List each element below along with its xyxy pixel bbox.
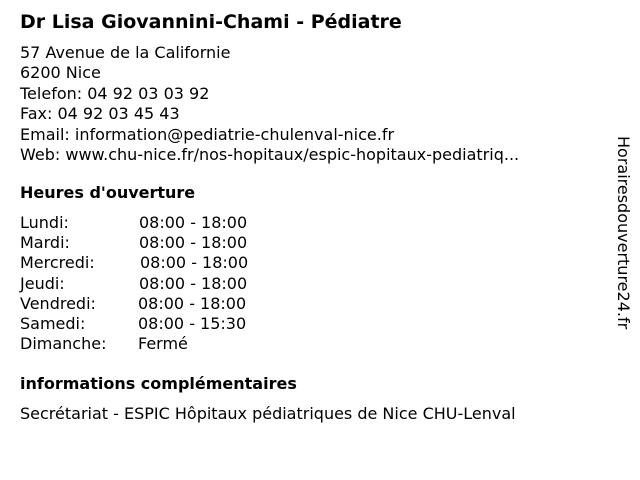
time-value: 08:00 - 15:30 (138, 313, 247, 333)
page-title: Dr Lisa Giovannini-Chami - Pédiatre (20, 11, 402, 33)
hours-row-wednesday (20, 253, 248, 273)
time-value: 08:00 - 18:00 (140, 253, 249, 273)
street-address: 57 Avenue de la Californie (20, 43, 231, 62)
hours-row-friday (20, 294, 248, 314)
fax-number: Fax: 04 92 03 45 43 (20, 104, 180, 124)
info-heading: informations complémentaires (20, 374, 297, 393)
hours-heading: Heures d'ouverture (20, 183, 196, 202)
day-label: Mardi: (20, 233, 70, 253)
time-value: Fermé (138, 334, 188, 354)
day-label: Vendredi: (20, 293, 96, 313)
contact-block (20, 43, 519, 165)
day-label: Jeudi: (20, 273, 65, 293)
hours-row-tuesday (20, 233, 248, 253)
hours-row-sunday (20, 334, 248, 354)
info-text: Secrétariat - ESPIC Hôpitaux pédiatriques de Nice CHU-Lenval (20, 404, 516, 423)
hours-row-monday (20, 213, 248, 233)
day-label: Mercredi: (20, 253, 95, 273)
website-link[interactable]: Web: www.chu-nice.fr/nos-hopitaux/espic-hopitaux-pediatriq... (20, 144, 520, 164)
time-value: 08:00 - 18:00 (139, 273, 248, 293)
phone-number: Telefon: 04 92 03 03 92 (20, 83, 210, 103)
day-label: Lundi: (20, 213, 69, 232)
email-address: Email: information@pediatrie-chulenval-nice.fr (20, 124, 395, 144)
opening-hours-list (20, 213, 248, 354)
hours-row-saturday (20, 314, 248, 334)
time-value: 08:00 - 18:00 (138, 293, 247, 313)
time-value: 08:00 - 18:00 (139, 213, 248, 232)
day-label: Dimanche: (20, 334, 107, 354)
hours-row-thursday (20, 274, 248, 294)
day-label: Samedi: (20, 313, 86, 333)
brand-watermark: Horairesdouverture24.fr (614, 136, 633, 330)
time-value: 08:00 - 18:00 (139, 233, 248, 253)
city-address: 6200 Nice (20, 63, 101, 83)
